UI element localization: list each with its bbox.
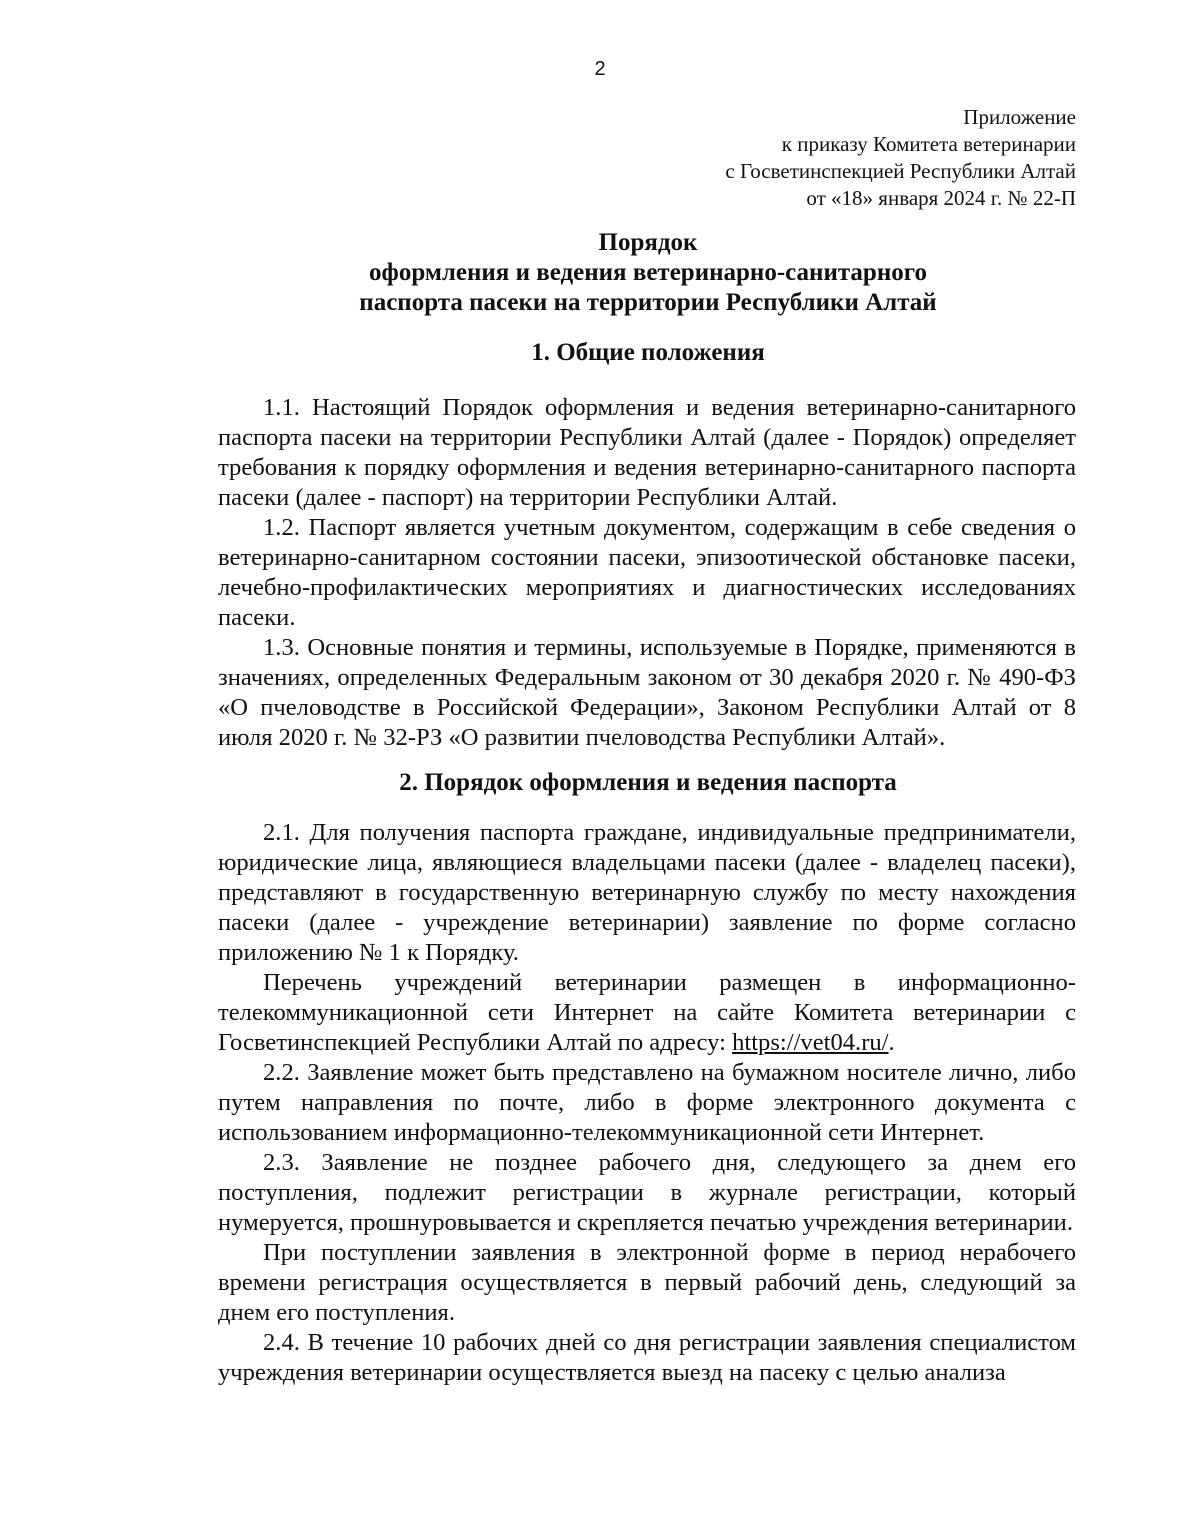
annex-block — [725, 104, 1076, 212]
section-2-body — [218, 818, 1076, 1388]
section-2-heading: 2. Порядок оформления и ведения паспорта — [399, 769, 897, 796]
paragraph-2-list — [218, 968, 1076, 1058]
paragraph-2-1: 2.1. Для получения паспорта граждане, индивидуальные предприниматели, юридические лица, являющиеся владельцами пасеки (далее - владелец пасеки), представляют в государственную ветеринарную службу по месту нахождения пасеки (далее - учреждение ветеринарии) заявление по форме согласно приложению № 1 к Порядку. — [218, 819, 1076, 966]
title-line: Порядок — [598, 229, 698, 256]
annex-line: от «18» января 2024 г. № 22-П — [806, 186, 1076, 210]
paragraph-2-3: 2.3. Заявление не позднее рабочего дня, следующего за днем его поступления, подлежит регистрации в журнале регистрации, который нумеруется, прошнуровывается и скрепляется печатью учреждения ветеринарии. — [218, 1149, 1076, 1236]
title-line: паспорта пасеки на территории Республики Алтай — [359, 289, 937, 316]
annex-line: к приказу Комитета ветеринарии — [781, 132, 1076, 156]
paragraph-2-list-text: Перечень учреждений ветеринарии размещен в информационно-телекоммуникационной сети Интернет на сайте Комитета ветеринарии с Госветинспекцией Республики Алтай по адресу: — [218, 969, 1076, 1056]
annex-line: Приложение — [963, 105, 1076, 129]
paragraph-2-4: 2.4. В течение 10 рабочих дней со дня регистрации заявления специалистом учреждения ветеринарии осуществляется выезд на пасеку с целью анализа — [218, 1329, 1076, 1386]
page-number: 2 — [594, 58, 606, 80]
paragraph-1-1: 1.1. Настоящий Порядок оформления и ведения ветеринарно-санитарного паспорта пасеки на территории Республики Алтай (далее - Порядок) определяет требования к порядку оформления и ведения ветеринарно-санитарного паспорта пасеки (далее - паспорт) на территории Республики Алтай. — [218, 394, 1076, 511]
paragraph-1-2: 1.2. Паспорт является учетным документом, содержащим в себе сведения о ветеринарно-санитарном состоянии пасеки, эпизоотической обстановке пасеки, лечебно-профилактических мероприятиях и диагностических исследованиях пасеки. — [218, 514, 1076, 631]
section-1-heading: 1. Общие положения — [531, 339, 765, 366]
section-1-body — [218, 393, 1076, 753]
paragraph-1-3: 1.3. Основные понятия и термины, используемые в Порядке, применяются в значениях, определенных Федеральным законом от 30 декабря 2020 г. № 490-ФЗ «О пчеловодстве в Российской Федерации», Законом Республики Алтай от 8 июля 2020 г. № 32-РЗ «О развитии пчеловодства Республики Алтай». — [218, 634, 1076, 751]
title-line: оформления и ведения ветеринарно-санитарного — [369, 259, 927, 286]
paragraph-2-3b: При поступлении заявления в электронной форме в период нерабочего времени регистрация осуществляется в первый рабочий день, следующий за днем его поступления. — [218, 1239, 1076, 1326]
paragraph-2-2: 2.2. Заявление может быть представлено на бумажном носителе лично, либо путем направления по почте, либо в форме электронного документа с использованием информационно-телекоммуникационной сети Интернет. — [218, 1059, 1076, 1146]
document-title — [0, 228, 1200, 318]
vet04-link[interactable]: https://vet04.ru/ — [732, 1029, 889, 1056]
paragraph-2-list-end: . — [888, 1029, 895, 1056]
annex-line: с Госветинспекцией Республики Алтай — [725, 159, 1076, 183]
